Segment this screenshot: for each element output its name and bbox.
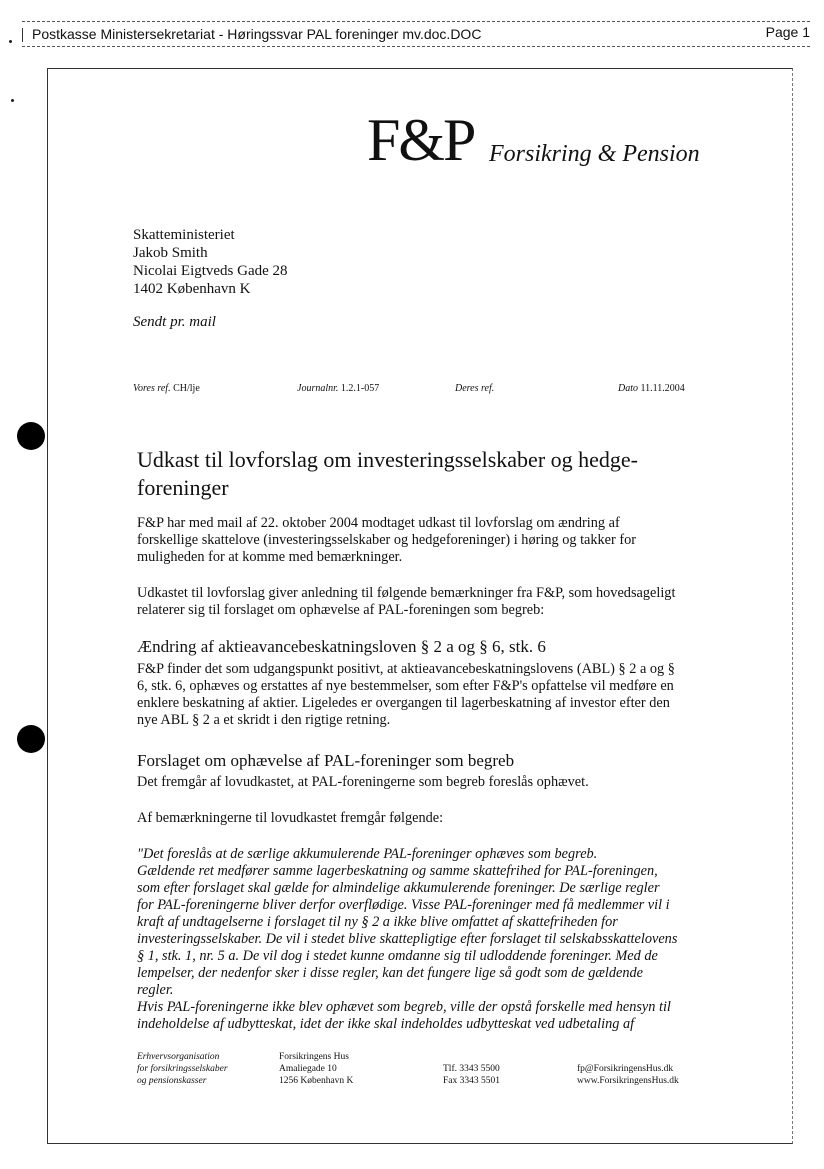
punch-hole xyxy=(17,422,45,450)
heading-line: foreninger xyxy=(137,475,229,500)
quote-line: "Det foreslås at de særlige akkumulerende PAL-foreninger ophæves som begreb. xyxy=(137,846,598,862)
header-bottom-rule xyxy=(22,46,810,47)
letter-heading xyxy=(137,446,697,502)
quote-line: regler. xyxy=(137,982,174,998)
header-left-tick xyxy=(22,28,23,42)
footer-line: og pensionskasser xyxy=(137,1076,207,1086)
punch-hole xyxy=(17,725,45,753)
quote-line: indeholdelse af udbytteskat, idet der ikke skal indeholdes udbytteskat ved udbetaling af xyxy=(137,1016,635,1032)
paragraph-line: F&P har med mail af 22. oktober 2004 modtaget udkast til lovforslag om ændring af xyxy=(137,515,620,531)
section-heading-abl: Ændring af aktieavancebeskatningsloven § 2 a og § 6, stk. 6 xyxy=(137,637,546,656)
recipient-address xyxy=(133,226,288,298)
quote-line: investeringsselskaber. De vil i stedet blive skattepligtige efter forslaget til selskabsskattelovens xyxy=(137,931,678,947)
paragraph-line: Udkastet til lovforslag giver anledning til følgende bemærkninger fra F&P, som hovedsageligt xyxy=(137,585,676,601)
address-line: Skatteministeriet xyxy=(133,227,235,243)
footer-organisation xyxy=(137,1051,228,1087)
footer-line: Fax 3343 5501 xyxy=(443,1076,500,1086)
header-top-rule xyxy=(22,21,810,22)
letter-date-value: 11.11.2004 xyxy=(640,383,685,394)
paragraph-intro xyxy=(137,515,717,566)
footer-phone xyxy=(443,1063,500,1087)
footer-line: for forsikringsselskaber xyxy=(137,1064,228,1074)
address-line: Nicolai Eigtveds Gade 28 xyxy=(133,263,288,279)
quote-line: som efter forslaget skal gælde for almindelige akkumulerende foreninger. De særlige regler xyxy=(137,880,660,896)
journal-number-label: Journalnr. xyxy=(297,383,339,394)
paragraph-line: Af bemærkningerne til lovudkastet fremgår følgende: xyxy=(137,810,444,826)
paragraph-line: relaterer sig til forslaget om ophævelse af PAL-foreningen som begreb: xyxy=(137,602,545,618)
footer-contact xyxy=(577,1063,679,1087)
footer-line: www.ForsikringensHus.dk xyxy=(577,1076,679,1086)
footer-line: 1256 København K xyxy=(279,1076,354,1086)
quote-line: kraft af undtagelserne i forslaget til ny § 2 a ikke blive omfattet af skattefriheden for xyxy=(137,914,618,930)
paragraph-line: muligheden for at komme med bemærkninger. xyxy=(137,549,403,565)
our-reference-value: CH/lje xyxy=(173,383,200,394)
footer-line: Tlf. 3343 5500 xyxy=(443,1064,500,1074)
heading-line: Udkast til lovforslag om investeringsselskaber og hedge- xyxy=(137,447,639,472)
address-line: 1402 København K xyxy=(133,281,251,297)
footer-address xyxy=(279,1051,353,1087)
scan-mark xyxy=(11,99,14,102)
paragraph-line: 6, stk. 6, ophæves og erstattes af nye bestemmelser, som efter F&P's opfattelse vil medføre en xyxy=(137,678,674,694)
quote-line: Gældende ret medfører samme lagerbeskatning og samme skattefrihed for PAL-foreningen, xyxy=(137,863,658,879)
section-heading-pal: Forslaget om ophævelse af PAL-foreninger som begreb xyxy=(137,751,515,770)
your-reference-label: Deres ref. xyxy=(455,383,495,394)
paragraph-remarks xyxy=(137,585,717,619)
document-title: Postkasse Ministersekretariat - Høringssvar PAL foreninger mv.doc.DOC xyxy=(32,26,482,42)
page-number: Page 1 xyxy=(765,24,810,40)
our-reference-label: Vores ref. xyxy=(133,383,171,394)
letter-date xyxy=(618,383,685,394)
journal-number-value: 1.2.1-057 xyxy=(340,383,380,394)
footer-line: fp@ForsikringensHus.dk xyxy=(577,1064,674,1074)
paragraph-line: enklere beskatning af aktier. Ligeledes er overgangen til lagerbeskatning af investor efter den xyxy=(137,695,670,711)
quote-line: for PAL-foreningerne bliver derfor overflødige. Visse PAL-foreninger med få medlemmer vil i xyxy=(137,897,670,913)
paragraph-line: forskellige skattelove (investeringsselskaber og hedgeforeninger) i høring og takker for xyxy=(137,532,637,548)
your-reference xyxy=(455,383,494,394)
paragraph-line: F&P finder det som udgangspunkt positivt, at aktieavancebeskatningslovens (ABL) § 2 a og § xyxy=(137,661,675,677)
sent-by-mail: Sendt pr. mail xyxy=(133,314,216,330)
paragraph-abl xyxy=(137,661,717,729)
address-line: Jakob Smith xyxy=(133,245,208,261)
quote-line: Hvis PAL-foreningerne ikke blev ophævet som begreb, ville der opstå forskelle med hensyn til xyxy=(137,999,671,1015)
paragraph-pal xyxy=(137,774,717,791)
paragraph-quote-intro xyxy=(137,810,717,827)
quoted-remarks xyxy=(137,846,717,1033)
letter-date-label: Dato xyxy=(618,383,638,394)
footer-line: Erhvervsorganisation xyxy=(137,1052,220,1062)
footer-line: Amaliegade 10 xyxy=(279,1064,337,1074)
journal-number xyxy=(297,383,379,394)
logo-tagline: Forsikring & Pension xyxy=(489,141,700,167)
quote-line: lempelser, der nedenfor sker i disse regler, kan det fungere lige så godt som de gældende xyxy=(137,965,643,981)
logo-fp: F&P xyxy=(367,107,475,173)
paragraph-line: nye ABL § 2 a et skridt i den rigtige retning. xyxy=(137,712,391,728)
our-reference xyxy=(133,383,200,394)
scan-mark xyxy=(9,40,12,43)
quote-line: § 1, stk. 1, nr. 5 a. De vil dog i stedet kunne omdanne sig til udloddende foreninger. Med de xyxy=(137,948,658,964)
paragraph-line: Det fremgår af lovudkastet, at PAL-foreningerne som begreb foreslås ophævet. xyxy=(137,774,589,790)
footer-line: Forsikringens Hus xyxy=(279,1052,349,1062)
